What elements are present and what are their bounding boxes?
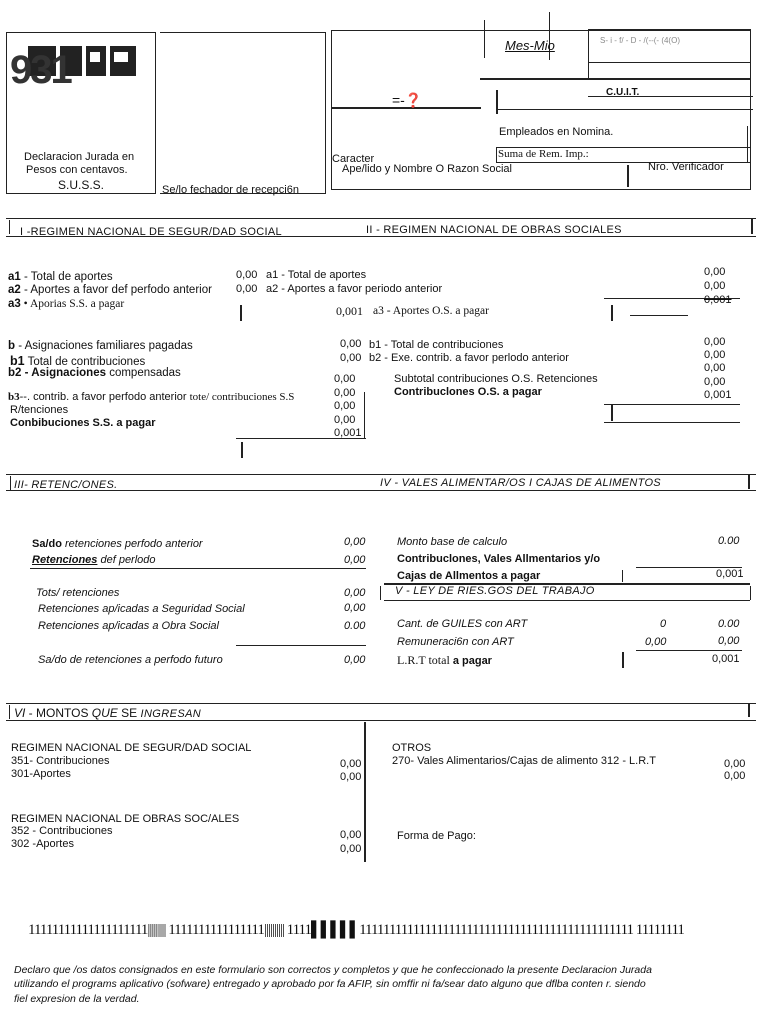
- sec6-ss-351-label: 351- Contribuciones: [11, 755, 110, 767]
- sec5-cant-label: Cant. de GUILES con ART: [397, 618, 528, 630]
- apellido-label: Ape/lido y Nombre O Razon Social: [342, 163, 512, 175]
- sec5-cant-v1: 0: [660, 618, 667, 630]
- sec3-title: III- RETENC/ONES.: [14, 479, 118, 491]
- sec6-os-302-value: 0,00: [340, 843, 362, 855]
- sec2-a3-value: 0,001: [704, 294, 732, 306]
- declaration-line-1: Declaracion Jurada en: [24, 151, 135, 163]
- sec4-contrib-value: 0,001: [716, 568, 744, 580]
- sec1-title: I -REGIMEN NACIONAL DE SEGUR/DAD SOCIAL: [20, 226, 282, 238]
- sec1-b1-value: 0,00: [340, 352, 362, 364]
- declaration-text-2: utilizando el programs aplicativo (sofware) entregado y aprobado por fa AFIP, sin omffir ni fa/sear dato alguno que dflba conten r. siendo: [14, 978, 646, 990]
- sec2-a3-label: a3 - Aportes O.S. a pagar: [373, 305, 489, 317]
- sec5-remun-v1: 0,00: [645, 636, 667, 648]
- sec6-otros-v2: 0,00: [724, 770, 746, 782]
- sec6-os-352-value: 0,00: [340, 829, 362, 841]
- sec1-extra-value: 0,00: [334, 414, 356, 426]
- sec3-ret-ss-value: 0,00: [344, 602, 366, 614]
- sec1-ret-value: 0,00: [334, 400, 356, 412]
- sec5-remun-label: Remuneraci6n con ART: [397, 636, 514, 648]
- sec2-a2-label: a2 - Aportes a favor periodo anterior: [266, 283, 443, 295]
- barcode: 11111111111111111111||||||||| 1111111111111111|||||||||| 1111▌▌▌▌▌1111111111111111111111111111111111111111111111 11111111: [28, 922, 684, 938]
- declaration-text-3: fiel expresion de la verdad.: [14, 993, 140, 1005]
- sec2-title: II - REGIMEN NACIONAL DE OBRAS SOCIALES: [366, 224, 622, 236]
- sec3-ret-os-label: Retenciones ap/icadas a Obra Social: [38, 620, 219, 632]
- sec3-saldo-fut-value: 0,00: [344, 654, 366, 666]
- sec6-os-352-label: 352 - Contribuciones: [11, 825, 113, 837]
- sec6-ss-title: REGIMEN NACIONAL DE SEGUR/DAD SOCIAL: [11, 742, 252, 754]
- sec6-ss-351-value: 0,00: [340, 758, 362, 770]
- sec3-ret-ss-label: Retenciones ap/icadas a Seguridad Social: [38, 603, 245, 615]
- sec6-os-302-label: 302 -Aportes: [11, 838, 74, 850]
- sec1-contrib-value: 0,001: [334, 427, 362, 439]
- sec2-a3-prefix: 0,001: [336, 304, 363, 318]
- sec2-subtotal-value: 0,00: [704, 376, 726, 388]
- sec4-monto-label: Monto base de calculo: [397, 536, 508, 548]
- sec5-title: V - LEY DE RIES.GOS DEL TRABAJO: [395, 585, 595, 597]
- sec2-b1-value: 0,00: [704, 336, 726, 348]
- sec3-saldo-value: 0,00: [344, 536, 366, 548]
- sec4-contrib-line2: Cajas de Allmentos a pagar: [397, 570, 541, 582]
- sec6-ss-301-value: 0,00: [340, 771, 362, 783]
- sec2-b1-label: b1 - Total de contribuciones: [369, 339, 504, 351]
- sec6-otros-270-label: 270- Vales Alimentarios/Cajas de alimento 312 - L.R.T: [392, 755, 656, 767]
- sec2-contrib-value: 0,001: [704, 389, 732, 401]
- sec4-monto-value: 0.00: [718, 535, 740, 547]
- sec3-tots-value: 0,00: [344, 587, 366, 599]
- sec1-a2-value: 0,00: [236, 283, 258, 295]
- sec5-remun-v2: 0,00: [718, 635, 740, 647]
- sec2-contrib-label: Contribuclones O.S. a pagar: [394, 386, 542, 398]
- caracter-label: Caracter: [332, 153, 375, 165]
- sec2-b2-label: b2 - Exe. contrib. a favor perlodo anterior: [369, 352, 569, 364]
- sec4-contrib-line1: Contribuclones, Vales Allmentarios y/o: [397, 553, 601, 565]
- cuit-label: C.U.I.T.: [606, 87, 640, 98]
- sec2-b2-value: 0,00: [704, 349, 726, 361]
- sec3-ret-os-value: 0.00: [344, 620, 366, 632]
- sec6-title: VI - MONTOS QUE SE INGRESAN: [14, 706, 202, 720]
- sec1-a1-value: 0,00: [236, 269, 258, 281]
- sec3-tots-label: Tots/ retenciones: [36, 587, 120, 599]
- sec2-extra-value: 0,00: [704, 362, 726, 374]
- sec6-ss-301-label: 301-Aportes: [11, 768, 71, 780]
- declaration-line-3: S.U.S.S.: [58, 178, 105, 192]
- sec6-otros-title: OTROS: [392, 742, 432, 754]
- sec6-os-title: REGIMEN NACIONAL DE OBRAS SOC/ALES: [11, 813, 240, 825]
- arrow-glyph: =-❓: [392, 92, 423, 108]
- verificador-label: Nro. Verificador: [648, 161, 724, 173]
- top-right-faint: S- i - f/ - D - /(--(- (4(O): [600, 36, 680, 45]
- mes-label: Mes-Mio: [505, 38, 555, 53]
- sec1-b2-value: 0,00: [334, 373, 356, 385]
- sec5-lrt-value: 0,001: [712, 653, 740, 665]
- sec1-contrib-label: Conbibuciones S.S. a pagar: [10, 417, 156, 429]
- sec5-cant-v2: 0.00: [718, 618, 740, 630]
- suma-label: Suma de Rem. Imp.:: [498, 148, 589, 160]
- sec3-saldo-fut-label: Sa/do de retenciones a perfodo futuro: [38, 654, 223, 666]
- declaration-line-2: Pesos con centavos.: [26, 164, 128, 176]
- sec2-a2-value: 0,00: [704, 280, 726, 292]
- sec1-ret-label: R/tenciones: [10, 404, 69, 416]
- sec2-a1-label: a1 - Total de aportes: [266, 269, 367, 281]
- declaration-text-1: Declaro que /os datos consignados en este formulario son correctos y completos y que he confeccionado la presente Declaracion Jurada: [14, 964, 652, 976]
- form-number: 931: [10, 48, 71, 92]
- forma-pago-label: Forma de Pago:: [397, 830, 476, 842]
- sello-box: [160, 32, 326, 194]
- sec1-tot-value: 0,00: [334, 387, 356, 399]
- sec4-title: IV - VALES ALIMENTAR/OS I CAJAS DE ALIMENTOS: [380, 477, 661, 489]
- sello-label: Se/lo fechador de recepci6n: [162, 184, 299, 196]
- empleados-label: Empleados en Nomina.: [499, 126, 614, 138]
- sec6-otros-v1: 0,00: [724, 758, 746, 770]
- sec2-a1-value: 0,00: [704, 266, 726, 278]
- sec1-b-value: 0,00: [340, 338, 362, 350]
- sec3-ret-def-value: 0,00: [344, 554, 366, 566]
